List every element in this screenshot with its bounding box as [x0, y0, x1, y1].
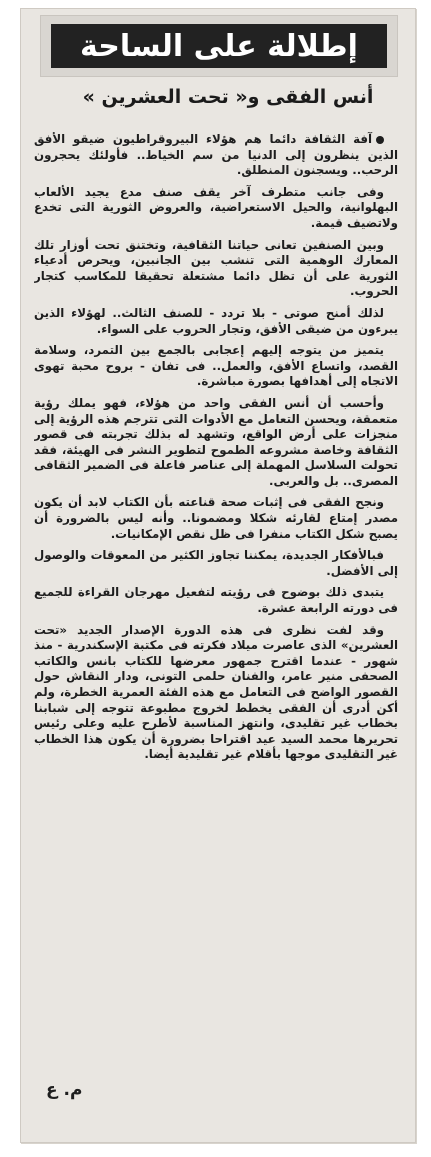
paragraph: يتميز من يتوجه إليهم إعجابى بالجمع بين التمرد، وسلامة القصد، واتساع الأفق، والعمل.. فى تفان - بروح محبة تهوى الاتجاه إلى أهدافها بصورة مباشرة. — [34, 343, 398, 389]
paragraph: ونجح الفقى فى إثبات صحة قناعته بأن الكتاب لابد أن يكون مصدر إمتاع لقارئه شكلا ومضمونا.. وأنه ليس بالضرورة أن يصبح شكل الكتاب منفرا فى ظل نقص الإمكانيات. — [34, 495, 398, 541]
paragraph-text: آفة الثقافة دائما هم هؤلاء البيروقراطيون ضيقو الأفق الذين ينظرون إلى الدنيا من سم الخياط.. فأولئك يحجرون الرحب.. ويسجنون المنطلق. — [34, 132, 398, 178]
author-signature: م. ع — [46, 1080, 83, 1100]
paragraph: وقد لفت نظرى فى هذه الدورة الإصدار الجديد «تحت العشرين» الذى عاصرت ميلاد فكرته فى مكتبة الإسكندرية - منذ شهور - عندما اقترح جمهور معرضها للكتاب بانس والكاتب الصحفى منير عامر، والفنان حلمى التونى، ودار النقاش حول القصور الواضح فى التعامل مع هذه الفئة العمرية الخطرة، ولم أكن أدرى أن الفقى يخطط لخروج مطبوعة تتوجه إلى شبابنا بخطاب غير تقليدى، وانتهز المناسبة لأطرح عليه وعلى رئيس تحريرها محمد السيد عيد اقتراحا بضرورة أن يكون هذا الخطاب غير التقليدى موجها بأقلام غير تقليدية أيضا. — [34, 622, 398, 762]
paragraph: فبالأفكار الجديدة، يمكننا تجاوز الكثير من المعوقات والوصول إلى الأفضل. — [34, 548, 398, 578]
paragraph: وفى جانب متطرف آخر يقف صنف مدع يجيد الألعاب البهلوانية، والحيل الاستعراضية، والعروض الثورية التى تخدع ولاتضيف قيمة. — [34, 184, 398, 230]
paragraph: وأحسب أن أنس الفقى واحد من هؤلاء، فهو يملك رؤية متعمقة، ويحسن التعامل مع الأدوات التى تترجم هذه الرؤية إلى منجزات على أرض الواقع، وتشهد له بذلك تجربته فى قصور الثقافة وخاصة مشروعه الطموح لتطوير النشر فى الهيئة، فقد تحولت السلاسل المهملة إلى عناصر فاعلة فى الضمير الثقافى المصرى.. بل والعربى. — [34, 395, 398, 488]
article-body — [34, 132, 398, 1032]
paragraph: وبين الصنفين تعانى حياتنا الثقافية، وتختنق تحت أوزار تلك المعارك الوهمية التى تنشب بين الجانبين، ويحرص أدعياء الثورية على أن تظل دائما مشتعلة تحقيقا للمكاسب كتجار الحروب. — [34, 237, 398, 299]
paragraph — [34, 132, 398, 179]
column-banner-box — [51, 24, 387, 68]
bullet-icon — [376, 136, 384, 144]
paragraph: يتبدى ذلك بوضوح فى رؤيته لتفعيل مهرجان القراءة للجميع فى دورته الرابعة عشرة. — [34, 585, 398, 616]
column-title: إطلالة على الساحة — [80, 28, 358, 64]
column-banner — [40, 15, 398, 77]
paragraph: لذلك أمنح صوتى - بلا تردد - للصنف الثالث.. لهؤلاء الذين يبرءون من ضيقى الأفق، وتجار الحروب على السواء. — [34, 305, 398, 336]
article-headline: أنس الفقى و« تحت العشرين » — [82, 86, 374, 108]
